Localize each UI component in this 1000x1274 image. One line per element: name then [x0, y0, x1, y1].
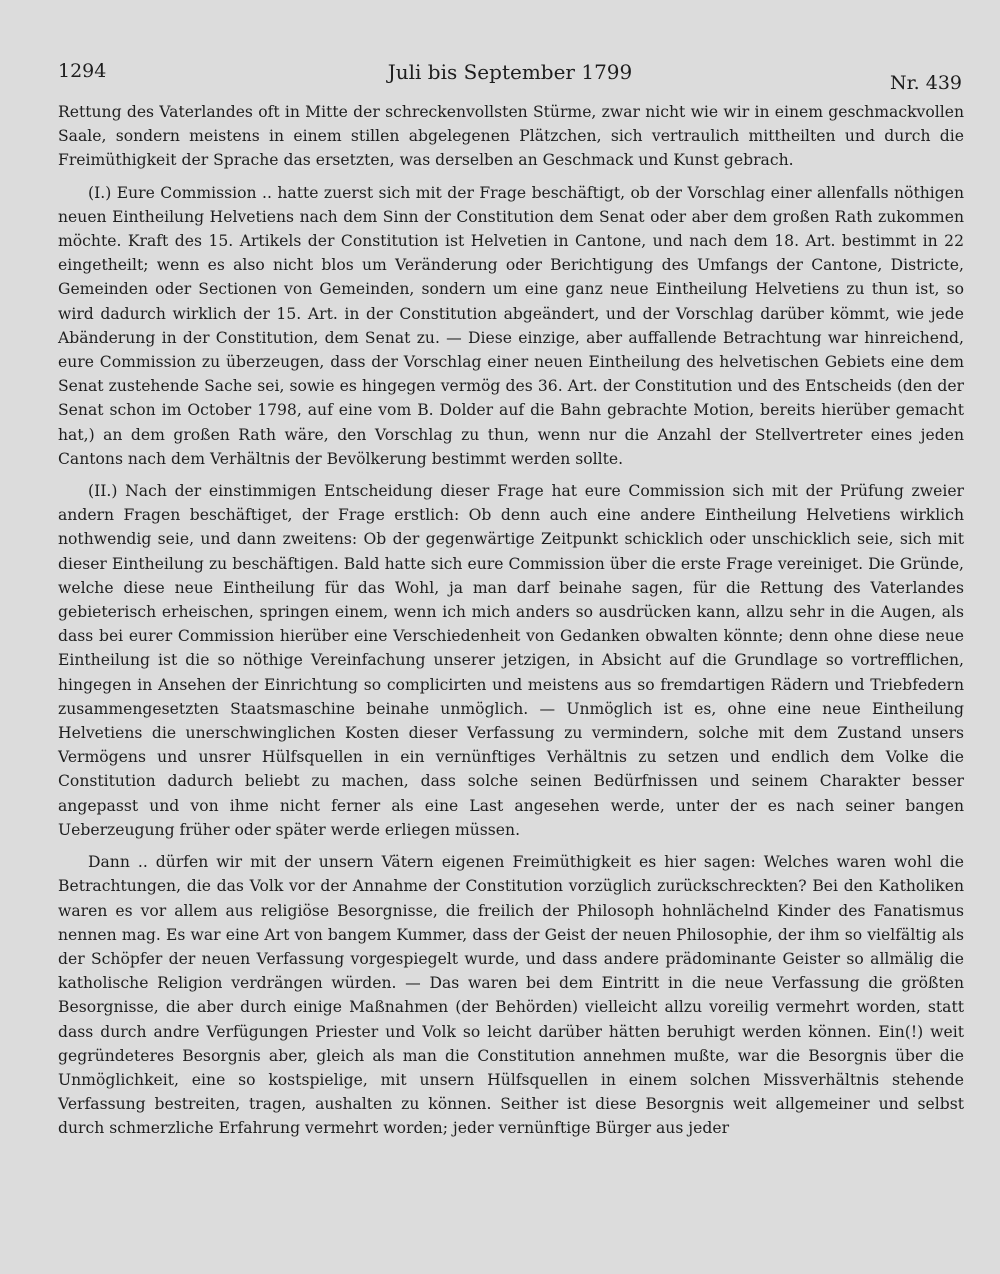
paragraph-continuation: Rettung des Vaterlandes oft in Mitte der schreckenvollsten Stürme, zwar nicht wie wir in einem geschmackvollen Saale, sondern meistens in einem stillen abgelegenen Plätzchen, sich vertraulich mittheilten und durch die Freimüthigkeit der Sprache das ersetzten, was derselben an Geschmack und Kunst gebrach.: [58, 103, 964, 170]
document-number: Nr. 439: [890, 72, 962, 94]
page-header: [58, 58, 962, 94]
body-text: [58, 100, 964, 1141]
paragraph-dann: Dann .. dürfen wir mit der unsern Vätern eigenen Freimüthigkeit es hier sagen: Welches waren wohl die Betrachtungen, die das Volk vor der Annahme der Constitution vorzüglich zurückschreckten? Bei den Katholiken waren es vor allem aus religiöse Besorgnisse, die freilich der Philosoph hohnlächelnd Kinder des Fanatismus nennen mag. Es war eine Art von bangem Kummer, dass der Geist der neuen Philosophie, der ihm so vielfältig als der Schöpfer der neuen Verfassung vorgespiegelt wurde, und dass andere prädominante Geister so allmälig die katholische Religion verdrängen würden. — Das waren bei dem Eintritt in die neue Verfassung die größten Besorgnisse, die aber durch einige Maßnahmen (der Behörden) vielleicht allzu voreilig vermehrt worden, statt dass durch andre Verfügungen Priester und Volk so leicht darüber hätten beruhigt werden können. Ein(!) weit gegründeteres Besorgnis aber, gleich als man die Constitution annehmen mußte, war die Besorgnis über die Unmöglichkeit, eine so kostspielige, mit unsern Hülfsquellen in einem solchen Missverhältnis stehende Verfassung bestreiten, tragen, aushalten zu können. Seither ist diese Besorgnis weit allgemeiner und selbst durch schmerzliche Erfahrung vermehrt worden; jeder vernünftige Bürger aus jeder: [58, 853, 964, 1138]
paragraph-section-2: (II.) Nach der einstimmigen Entscheidung dieser Frage hat eure Commission sich mit der Prüfung zweier andern Fragen beschäftiget, der Frage erstlich: Ob denn auch eine andere Eintheilung Helvetiens wirklich nothwendig seie, und dann zweitens: Ob der gegenwärtige Zeitpunkt schicklich oder unschicklich seie, sich mit dieser Eintheilung zu beschäftigen. Bald hatte sich eure Commission über die erste Frage vereiniget. Die Gründe, welche diese neue Eintheilung für das Wohl, ja man darf beinahe sagen, für die Rettung des Vaterlandes gebieterisch erheischen, springen einem, wenn ich mich anders so ausdrücken kann, allzu sehr in die Augen, als dass bei eurer Commission hierüber eine Verschiedenheit von Gedanken obwalten könnte; denn ohne diese neue Eintheilung ist die so nöthige Vereinfachung unserer jetzigen, in Absicht auf die Grundlage so vortrefflichen, hingegen in Ansehen der Einrichtung so complicirten und meistens aus so fremdartigen Rädern und Triebfedern zusammengesetzten Staatsmaschine beinahe unmöglich. — Unmöglich ist es, ohne eine neue Eintheilung Helvetiens die unerschwinglichen Kosten dieser Verfassung zu vermindern, solche mit dem Zustand unsers Vermögens und unsrer Hülfsquellen in ein vernünftiges Verhältnis zu setzen und endlich dem Volke die Constitution dadurch beliebt zu machen, dass solche seinen Bedürfnissen und seinem Charakter besser angepasst und von ihme nicht ferner als eine Last angesehen werde, unter der es nach seiner bangen Ueberzeugung früher oder später werde erliegen müssen.: [58, 482, 964, 839]
running-title: Juli bis September 1799: [387, 60, 633, 84]
paragraph-section-1: (I.) Eure Commission .. hatte zuerst sich mit der Frage beschäftigt, ob der Vorschlag einer allenfalls nöthigen neuen Eintheilung Helvetiens nach dem Sinn der Constitution dem Senat oder aber dem großen Rath zukommen möchte. Kraft des 15. Artikels der Constitution ist Helvetien in Cantone, und nach dem 18. Art. bestimmt in 22 eingetheilt; wenn es also nicht blos um Veränderung oder Berichtigung des Umfangs der Cantone, Districte, Gemeinden oder Sectionen von Gemeinden, sondern um eine ganz neue Eintheilung Helvetiens zu thun ist, so wird dadurch wirklich der 15. Art. in der Constitution abgeändert, und der Vorschlag darüber kömmt, wie jede Abänderung in der Constitution, dem Senat zu. — Diese einzige, aber auffallende Betrachtung war hinreichend, eure Commission zu überzeugen, dass der Vorschlag einer neuen Eintheilung des helvetischen Gebiets eine dem Senat zustehende Sache sei, sowie es hingegen vermög des 36. Art. der Constitution und des Entscheids (den der Senat schon im October 1798, auf eine vom B. Dolder auf die Bahn gebrachte Motion, bereits hierüber gemacht hat,) an dem großen Rath wäre, den Vorschlag zu thun, wenn nur die Anzahl der Stellvertreter eines jeden Cantons nach dem Verhältnis der Bevölkerung bestimmt werden sollte.: [58, 183, 964, 468]
page-number: 1294: [58, 60, 107, 82]
